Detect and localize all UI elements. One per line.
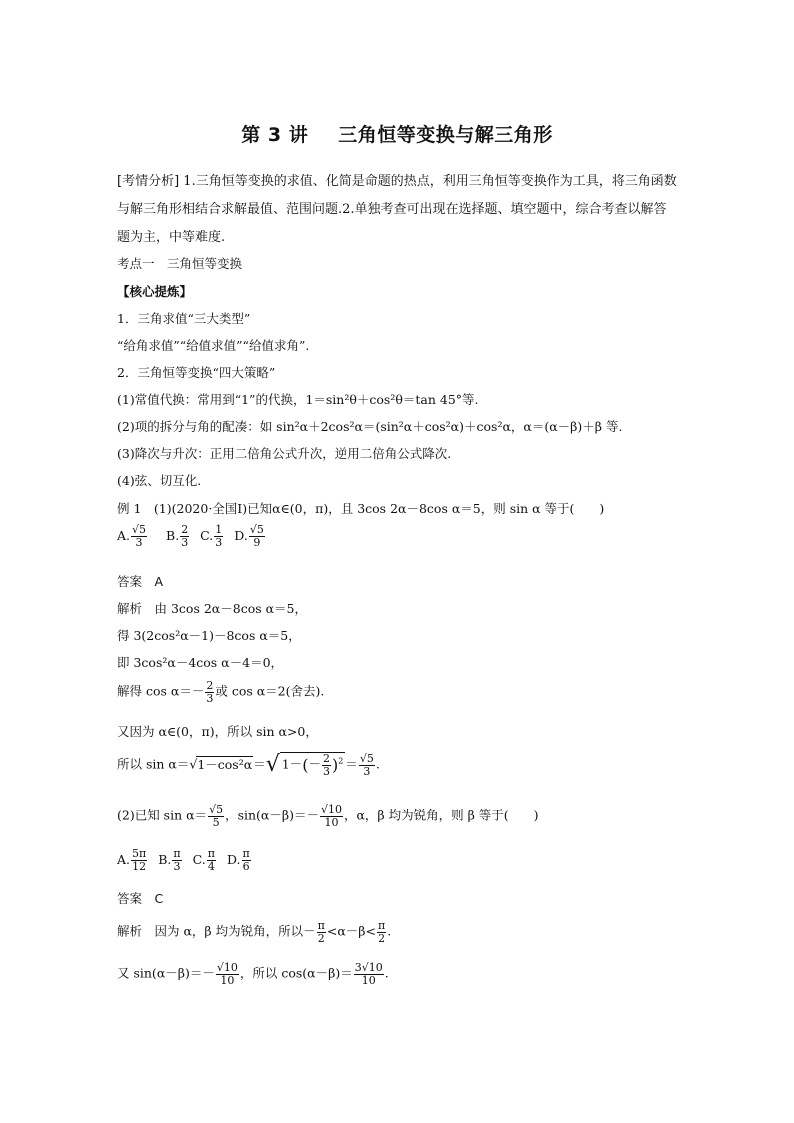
example-1-options [117,524,266,548]
option-b: B. $\frac{2}{3}$ [166,523,189,549]
page-title [0,120,794,147]
example-1-solution-line: 解析 由 3cos 2α－8cos α＝5， [117,601,307,616]
option-d: D. $\frac{\pi}{6}$ [226,847,250,873]
option-a: A. $\frac{5\pi}{12}$ [117,847,147,873]
strategy-2: (2)项的拆分与角的配凑：如 sin²α＋2cos²α＝(sin²α＋cos²α)＋cos²α，α＝(α－β)＋β 等. [117,419,623,434]
lecture-number: 第 3 讲 [241,124,309,146]
option-c: C. $\frac{\pi}{4}$ [192,847,215,873]
example-1-part-2-question: (2)已知 sin α＝ $\frac{√5}{5}$ ，sin(α－β)＝－ $\frac{√10}{10}$ ，α，β 均为锐角，则 β 等于( ) [117,803,539,829]
analysis-label: [考情分析] [117,174,180,189]
option-c: C. $\frac{1}{3}$ [200,523,223,549]
point-1-detail: “给角求值”“给值求值”“给值求角”. [117,338,310,353]
example-1-solution-line: 即 3cos²α－4cos α－4＝0， [117,655,284,670]
option-d: D. $\frac{√5}{9}$ [234,523,264,549]
example-2-answer: 答案 C [117,891,164,906]
example-1-solution-line: 又因为 α∈(0，π)，所以 sin α>0， [117,724,318,739]
analysis-paragraph [117,168,679,252]
core-heading: 【核心提炼】 [117,284,193,299]
lecture-title: 三角恒等变换与解三角形 [338,124,553,146]
example-2-options [117,848,252,872]
analysis-text: 1.三角恒等变换的求值、化简是命题的热点，利用三角恒等变换作为工具，将三角函数与解三角形相结合求解最值、范围问题.2.单独考查可出现在选择题、填空题中，综合考查以解答题为主，中等难度. [117,174,677,245]
section-heading: 考点一 三角恒等变换 [117,256,243,271]
strategy-1: (1)常值代换：常用到“1”的代换，1＝sin²θ＋cos²θ＝tan 45°等. [117,392,479,407]
strategy-4: (4)弦、切互化. [117,473,202,488]
example-1-answer: 答案 A [117,574,164,589]
strategy-3: (3)降次与升次：正用二倍角公式升次，逆用二倍角公式降次. [117,446,452,461]
example-1-question: 例 1 (1)(2020·全国Ⅰ)已知α∈(0，π)，且 3cos 2α－8cos α＝5，则 sin α 等于( ) [117,501,605,516]
option-b: B. $\frac{\pi}{3}$ [158,847,181,873]
option-a: A. $\frac{√5}{3}$ [117,523,147,549]
example-2-solution-line: 解析 因为 α，β 均为锐角，所以－ $\frac{\pi}{2}$ <α－β< $\frac{\pi}{2}$ . [117,919,392,945]
point-1: 1．三角求值“三大类型” [117,311,251,326]
example-1-solution-line: 解得 cos α＝－ $\frac{2}{3}$ 或 cos α＝2(舍去). [117,679,325,705]
point-2: 2．三角恒等变换“四大策略” [117,365,276,380]
example-1-solution-line: 得 3(2cos²α－1)－8cos α＝5， [117,628,301,643]
example-1-solution-line: 所以 sin α＝√1－cos²α＝√ 1－(－ $\frac{2}{3}$ )$^2$ ＝ $\frac{√5}{3}$ . [117,752,380,778]
example-2-solution-line: 又 sin(α－β)＝－ $\frac{√10}{10}$ ，所以 cos(α－β)＝ $\frac{3√10}{10}$ . [117,961,389,987]
